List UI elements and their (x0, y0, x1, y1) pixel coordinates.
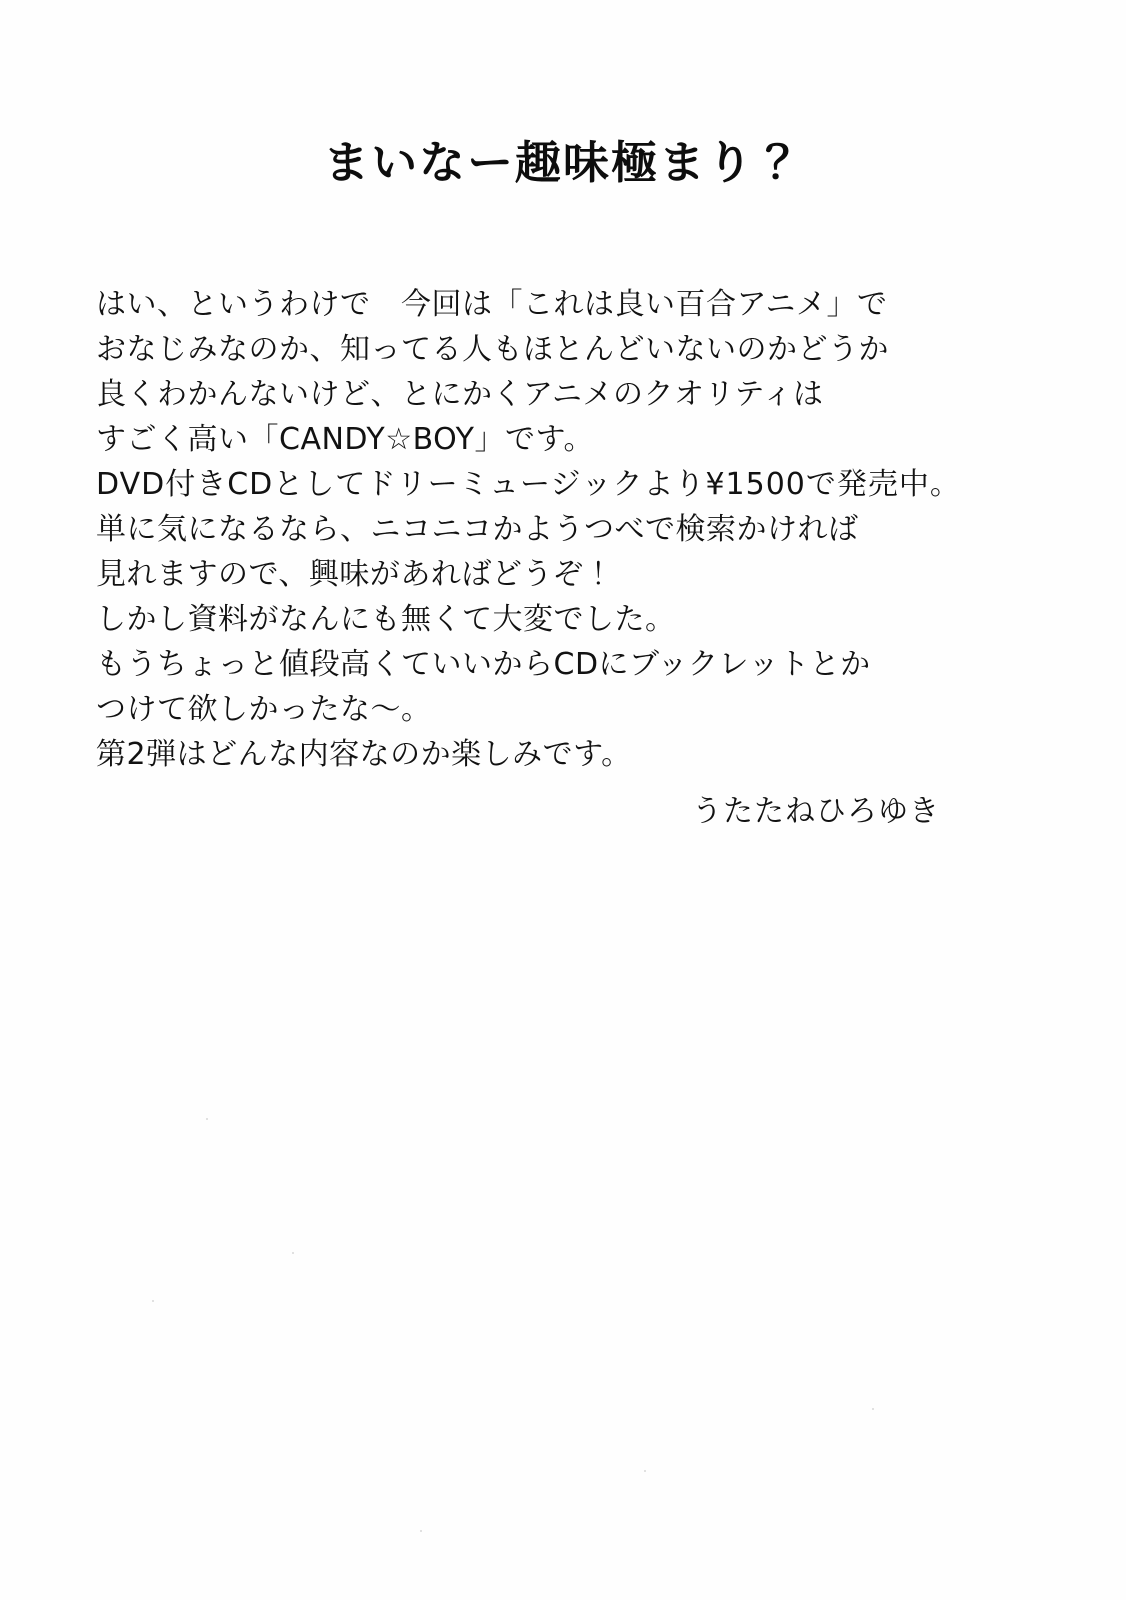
scan-speckle (644, 1470, 646, 1472)
afterword-line: つけて欲しかったな～。 (96, 692, 432, 727)
afterword-line: もうちょっと値段高くていいからCDにブックレットとか (96, 647, 871, 682)
afterword-line: しかし資料がなんにも無くて大変でした。 (96, 602, 676, 637)
scan-speckle (292, 1252, 294, 1254)
afterword-line: おなじみなのか、知ってる人もほとんどいないのかどうか (96, 332, 889, 367)
scan-speckle (420, 1530, 422, 1532)
afterword-line: 第2弾はどんな内容なのか楽しみです。 (96, 737, 632, 772)
author-signature: うたたねひろゆき (692, 794, 940, 829)
afterword-line: すごく高い「CANDY☆BOY」です。 (96, 422, 595, 457)
afterword-line: DVD付きCDとしてドリーミュージックより¥1500で発売中。 (96, 467, 961, 502)
page-title: まいなー趣味極まり？ (323, 136, 803, 189)
scan-speckle (206, 1118, 208, 1120)
afterword-line: 見れますので、興味があればどうぞ！ (96, 557, 614, 592)
afterword-line: 良くわかんないけど、とにかくアニメのクオリティは (96, 377, 824, 412)
afterword-line: 単に気になるなら、ニコニコかようつべで検索かければ (96, 512, 859, 547)
afterword-line: はい、というわけで 今回は「これは良い百合アニメ」で (96, 287, 888, 322)
afterword-body (96, 282, 1056, 777)
scan-speckle (152, 1300, 154, 1302)
scan-speckle (872, 1408, 874, 1410)
